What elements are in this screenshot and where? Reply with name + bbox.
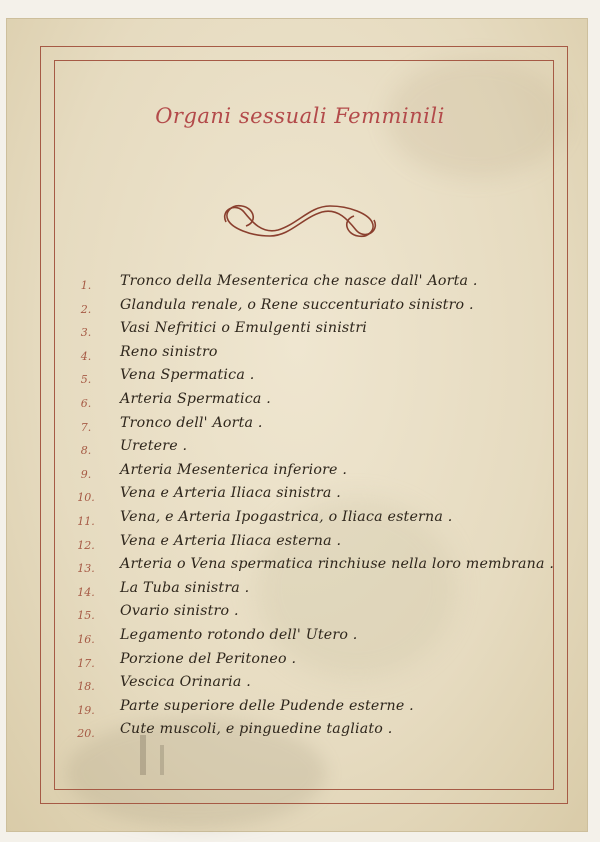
list-item xyxy=(60,627,550,651)
item-number: 16. xyxy=(77,632,95,646)
ink-mark xyxy=(160,745,164,775)
item-number: 13. xyxy=(77,562,95,576)
item-text: Arteria o Vena spermatica rinchiuse nella loro membrana . xyxy=(120,556,555,573)
item-number: 1. xyxy=(80,279,92,292)
list-item xyxy=(60,485,550,509)
item-text: Vena e Arteria Iliaca sinistra . xyxy=(120,485,341,502)
list-item xyxy=(60,462,550,486)
item-text: Tronco dell' Aorta . xyxy=(120,414,263,431)
list-item xyxy=(60,320,550,344)
item-number: 8. xyxy=(80,444,92,458)
list-item xyxy=(60,651,550,675)
list-item xyxy=(60,367,550,391)
item-text: Porzione del Peritoneo . xyxy=(120,650,297,667)
item-text: Legamento rotondo dell' Utero . xyxy=(120,626,358,643)
item-number: 4. xyxy=(80,349,92,363)
list-item xyxy=(60,674,550,698)
list-item xyxy=(60,415,550,439)
list-item xyxy=(60,580,550,604)
item-number: 9. xyxy=(80,467,92,481)
item-number: 15. xyxy=(77,609,95,623)
item-number: 20. xyxy=(77,727,95,741)
item-number: 17. xyxy=(77,656,95,670)
item-number: 6. xyxy=(80,396,92,410)
item-text: Vasi Nefritici o Emulgenti sinistri xyxy=(120,320,368,337)
list-item xyxy=(60,273,550,297)
item-text: Arteria Spermatica . xyxy=(120,390,271,407)
item-number: 5. xyxy=(80,373,92,387)
item-text: Cute muscoli, e pinguedine tagliato . xyxy=(120,721,393,738)
page-title: Organi sessuali Femminili xyxy=(155,104,445,128)
list-item xyxy=(60,603,550,627)
item-number: 19. xyxy=(77,703,95,717)
list-item xyxy=(60,698,550,722)
item-number: 14. xyxy=(77,585,95,599)
list-item xyxy=(60,438,550,462)
list-item xyxy=(60,297,550,321)
list-item xyxy=(60,509,550,533)
item-text: Vena, e Arteria Ipogastrica, o Iliaca esterna . xyxy=(120,508,453,525)
item-text: Parte superiore delle Pudende esterne . xyxy=(120,697,414,714)
item-text: Arteria Mesenterica inferiore . xyxy=(120,461,348,478)
item-number: 2. xyxy=(80,302,92,316)
item-text: Vena Spermatica . xyxy=(120,367,255,384)
item-number: 12. xyxy=(77,538,95,552)
item-number: 7. xyxy=(80,420,92,434)
item-number: 11. xyxy=(77,514,95,528)
item-text: Vescica Orinaria . xyxy=(120,674,251,691)
calligraphic-flourish-icon xyxy=(218,196,382,246)
item-text: Glandula renale, o Rene succenturiato sinistro . xyxy=(120,296,474,313)
item-number: 10. xyxy=(77,491,95,505)
list-item xyxy=(60,721,550,745)
item-text: Ovario sinistro . xyxy=(120,603,239,620)
item-number: 3. xyxy=(80,326,92,340)
list-item xyxy=(60,391,550,415)
item-text: Vena e Arteria Iliaca esterna . xyxy=(120,532,342,549)
list-item xyxy=(60,556,555,580)
item-text: Tronco della Mesenterica che nasce dall' Aorta . xyxy=(120,273,478,289)
item-text: La Tuba sinistra . xyxy=(120,579,250,596)
item-number: 18. xyxy=(77,680,95,694)
list-item xyxy=(60,533,550,557)
list-item xyxy=(60,344,550,368)
ink-mark xyxy=(140,735,146,775)
legend-list xyxy=(60,273,555,745)
item-text: Reno sinistro xyxy=(120,343,218,360)
item-text: Uretere . xyxy=(120,438,188,455)
